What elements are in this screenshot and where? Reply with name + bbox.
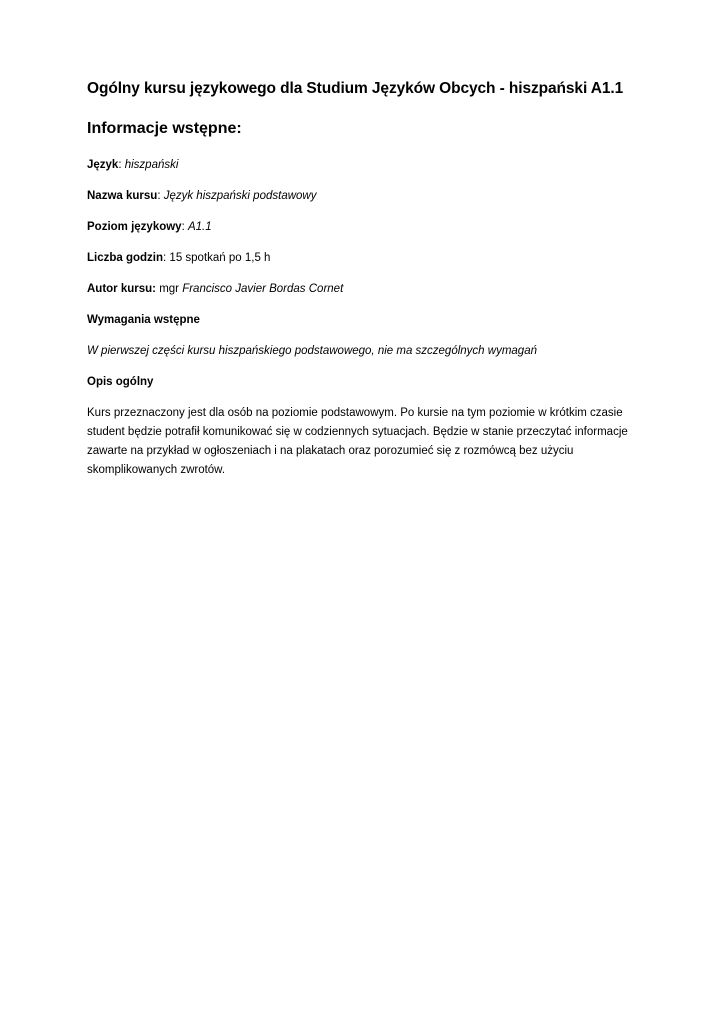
field-level-value: A1.1 [187, 221, 212, 233]
field-level-sep: : [181, 221, 188, 233]
field-course-name-sep: : [157, 190, 164, 202]
field-author [87, 281, 647, 297]
field-hours-sep: : [163, 252, 170, 264]
field-language [87, 157, 647, 173]
field-author-prefix: mgr [156, 283, 183, 295]
requirements-text: W pierwszej części kursu hiszpańskiego podstawowego, nie ma szczególnych wymagań [87, 345, 537, 357]
field-course-name [87, 188, 647, 204]
intro-heading: Informacje wstępne: [87, 120, 242, 137]
document-title: Ogólny kursu językowego dla Studium Języków Obcych - hiszpański A1.1 [87, 80, 624, 97]
document-page [87, 78, 647, 480]
field-language-value: hiszpański [124, 159, 179, 171]
field-language-label: Język [87, 159, 119, 171]
field-language-sep: : [118, 159, 125, 171]
requirements-heading: Wymagania wstępne [87, 314, 200, 326]
field-author-label: Autor kursu: [87, 283, 156, 295]
field-hours-value: 15 spotkań po 1,5 h [169, 252, 271, 264]
field-level [87, 219, 647, 235]
field-hours-label: Liczba godzin [87, 252, 164, 264]
field-course-name-value: Język hiszpański podstawowy [163, 190, 317, 202]
description-heading: Opis ogólny [87, 376, 154, 388]
field-author-value: Francisco Javier Bordas Cornet [182, 283, 344, 295]
field-level-label: Poziom językowy [87, 221, 182, 233]
description-text: Kurs przeznaczony jest dla osób na poziomie podstawowym. Po kursie na tym poziomie w krótkim czasie student będzie potrafił komunikować się w codziennych sytuacjach. Będzie w stanie przeczytać informacje zawarte na przykład w ogłoszeniach i na plakatach oraz porozumieć się z rozmówcą bez użyciu skomplikowanych zwrotów. [87, 407, 628, 476]
field-hours [87, 250, 647, 266]
field-course-name-label: Nazwa kursu [87, 190, 158, 202]
